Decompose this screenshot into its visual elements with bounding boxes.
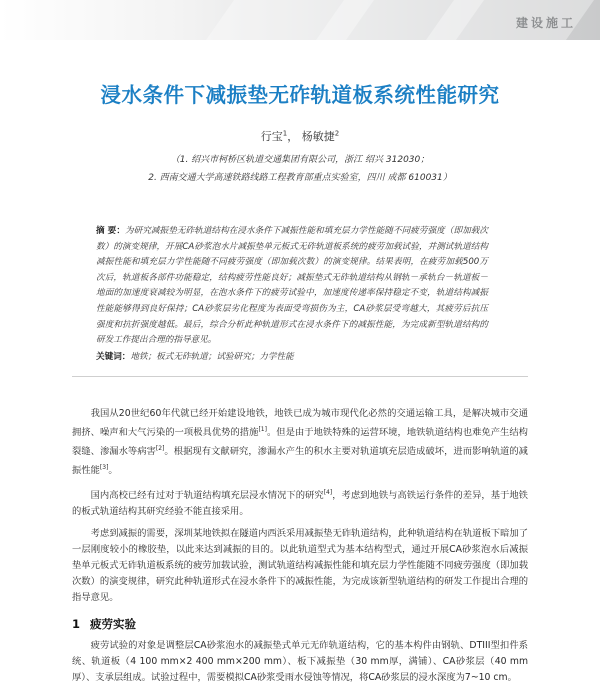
section-label: 建设施工 [515,16,576,30]
divider [72,376,528,377]
citation[interactable]: [2] [155,445,165,453]
author-name: 行宝 [260,130,283,143]
abstract-text: 为研究减振垫无砟轨道结构在浸水条件下减振性能和填充层力学性能随不同疲劳强度（即加载次数）的演变规律，开展CA砂浆泡水片减振垫单元板式无砟轨道板系统的疲劳加载试验，并测试轨道结构减振性能和填充层力学性能随不同疲劳强度（即加载次数）的演变规律。结果表明，在疲劳加载500万次后，轨道板各部件功能稳定，结构疲劳性能良好；减振垫式无砟轨道结构从钢轨－承轨台－轨道板－地面的加速度衰减较为明显，在泡水条件下的疲劳试验中，加速度传递率保持稳定不变，轨道结构减振性能能够得到良好保持；CA砂浆层劣化程度为表面受弯损伤为主，CA砂浆层受弯越大，其疲劳后抗压强度和抗折强度越低。最后，综合分析此种轨道形式在浸水条件下的减振性能，为完成新型轨道结构的研发工作提出合理的指导意见。 [96,226,488,346]
author-line: 行宝$^1$， 杨敏捷$^2$ [260,129,340,143]
paragraph [72,406,528,479]
keywords-text: 地铁；板式无砟轨道；试验研究；力学性能 [130,351,294,362]
paragraph: 疲劳试验的对象是调整层CA砂浆泡水的减振垫式单元无砟轨道结构，它的基本构件由钢轨、DTIII型扣件系统、轨道板（4 100 mm×2 400 mm×200 mm）、板下减振垫（30 mm厚，满铺）、CA砂浆层（40 mm厚）、支承层组成。试验过程中，需要模拟CA砂浆受雨水侵蚀等情况，将CA砂浆层的浸水深度为7~10 cm。 [72,640,528,684]
author-name: 杨敏捷 [301,130,335,143]
section-number: 1 [72,617,81,632]
paragraph-text: 。根据现有文献研究，渗漏水产生的积水主要对轨道填充层造成破坏，进而影响轨道的减振性能 [72,446,528,477]
affiliation-line: 2. 西南交通大学高速铁路线路工程教育部重点实验室，四川 成都 610031） [148,173,452,183]
paragraph-text: 我国从20世纪60年代就已经开始建设地铁，地铁已成为城市现代化必然的交通运输工具，是解决城市交通拥挤、噪声和大气污染的一项极具优势的措施 [72,408,528,439]
citation[interactable]: [4] [323,489,333,497]
citation[interactable]: [3] [99,464,109,472]
paragraph-text: 国内高校已经有过对于轨道结构填充层浸水情况下的研究 [90,490,324,502]
section-title: 疲劳实验 [90,617,137,632]
paragraph: 考虑到减振的需要，深圳某地铁拟在隧道内西浜采用减振垫无砟轨道结构，此种轨道结构在轨道板下暗加了一层刚度较小的橡胶垫，以此来达到减振的目的。以此轨道型式为基本结构型式，通过开展CA砂浆泡水后减振垫单元板式无砟轨道板系统的疲劳加载试验，测试轨道结构减振性能和填充层力学性能随不同疲劳强度（即加载次数）的演变规律，研究此种轨道形式在浸水条件下的减振性能，为完成该新型轨道结构的研发工作提出合理的指导意见。 [72,528,528,604]
affiliation-line: （1. 绍兴市柯桥区轨道交通集团有限公司，浙江 绍兴 312030； [170,155,430,165]
header-band [0,0,600,40]
abstract-label: 摘 要： [96,226,125,236]
paper-title: 浸水条件下减振垫无砟轨道板系统性能研究 [100,83,500,107]
body-text [72,406,528,692]
author-affiliation-mark: 2 [334,129,340,138]
keywords [96,350,488,366]
abstract [96,224,488,365]
citation[interactable]: [1] [258,426,267,433]
section-heading [72,616,528,632]
paragraph-text: ，考虑到地铁与高铁运行条件的差异，基于地铁的板式轨道结构其研究经验不能直接采用。 [72,490,528,518]
author-affiliation-mark: 1 [282,129,288,138]
paragraph-text: 。但是由于地铁特殊的运营环境，地铁轨道结构也难免产生结构裂缝、渗漏水等病害 [72,427,528,458]
paragraph [72,485,528,520]
paragraph-text: 。 [108,465,118,477]
keywords-label: 关键词： [96,351,131,362]
